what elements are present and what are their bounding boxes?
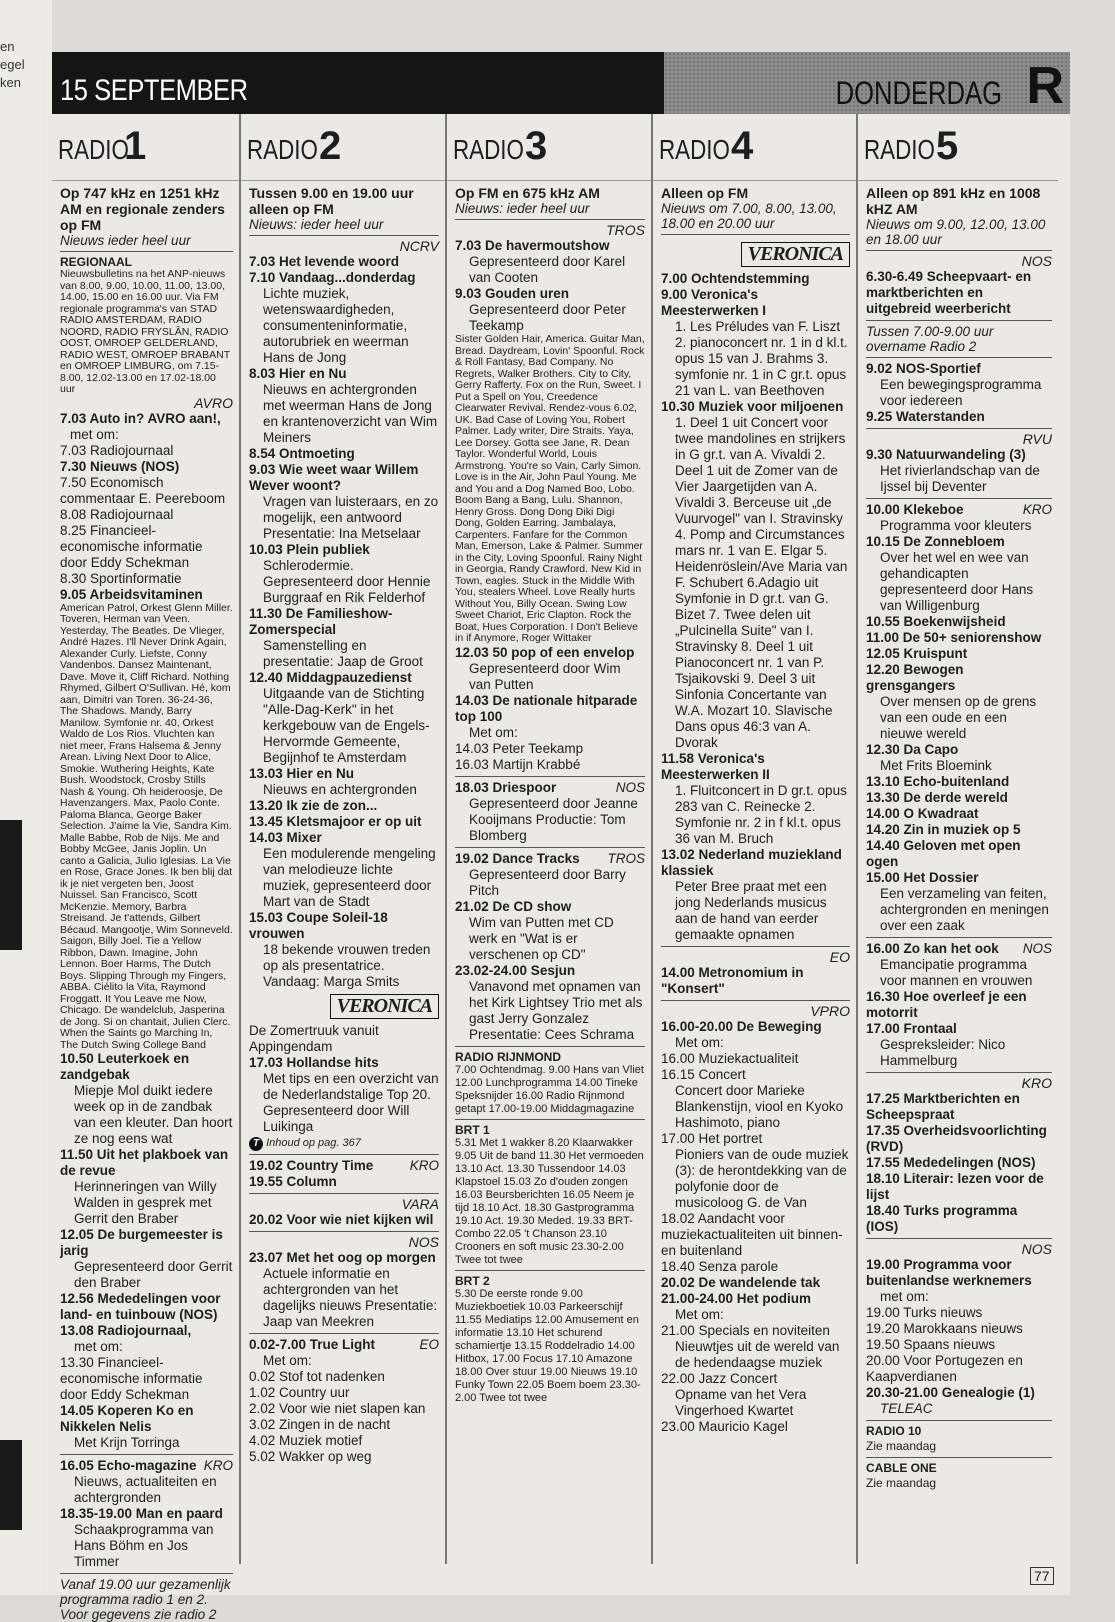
program-entry: 16.00-20.00 De Beweging Met om: [661, 1019, 822, 1050]
program-entry: 7.03 Radiojournaal [60, 442, 174, 458]
frequency-info: Alleen op 891 kHz en 1008 kHZ AM [866, 185, 1041, 217]
section-text: 5.30 De eerste ronde 9.00 Muziekboetiek 10.03 Parkeerschijf 11.55 Mediatips 12.00 Amusement en informatie 13.10 Het schurend schamiertje 13.15 Roddelradio 14.00 Hitbox, 17.00 Focus 17.10 Amazone 18.00 Over stuur 19.00 Nieuws 19.10 Funky Town 22.05 Boem boem 23.30-2.00 Twee tot twee [455, 1287, 641, 1404]
program-entry: 8.25 Financieel-economische informatie door Eddy Schekman [60, 522, 203, 570]
radio4-column [653, 114, 858, 1564]
program-entry: 19.00 Programma voor buitenlandse werknemers met om: [866, 1257, 1032, 1304]
radio-number: 4 [731, 124, 754, 168]
program-entry: 7.00 Ochtendstemming [661, 271, 810, 286]
program-entry: 16.30 Hoe overleef je een motorrit [866, 989, 1027, 1020]
program-entry: 19.50 Spaans nieuws [866, 1337, 996, 1352]
radio-label: RADIO [659, 134, 730, 165]
program-entry: 13.02 Nederland muziekland klassiek Peter Bree praat met een jong Nederlands musicus aan de hand van eerder gemaakte opnamen [661, 847, 842, 942]
program-entry: 14.20 Zin in muziek op 5 [866, 822, 1021, 837]
program-entry: 0.02-7.00 True Light EO Met om: [249, 1337, 439, 1368]
program-entry: 12.20 Bewogen grensgangers Over mensen op de grens van een oude en een nieuwe wereld [866, 662, 1037, 741]
program-entry: 10.00 Klekeboe KRO Programma voor kleuters [866, 502, 1052, 533]
program-entry: 10.15 De Zonnebloem Over het wel en wee van gehandicapten gepresenteerd door Hans van Willigenburg [866, 534, 1034, 613]
edge-text: ken [0, 75, 21, 90]
program-entry: 13.08 Radiojournaal, met om: [60, 1323, 192, 1354]
program-entry: 9.03 Wie weet waar Willem Wever woont? Vragen van luisteraars, en zo mogelijk, een antwoord Presentatie: Ina Metselaar [249, 462, 439, 541]
program-entry: 11.50 Uit het plakboek van de revue Herinneringen van Willy Walden in gesprek met Gerrit den Braber [60, 1147, 229, 1226]
program-entry: 17.25 Marktberichten en Scheepspraat [866, 1091, 1020, 1122]
radio5-column [858, 114, 1058, 1564]
news-info: Nieuws om 7.00, 8.00, 13.00, 18.00 en 20.00 uur [661, 201, 837, 231]
section-text: 5.31 Met 1 wakker 8.20 Klaarwakker 9.05 Uit de band 11.30 Het vermoeden 13.10 Act. 13.30 Tussendoor 14.03 Klapstoel 15.03 Zo d'ouden zongen 16.03 Beursberichten 16.05 Neem je tijd 18.10 Act. 18.30 Gastprogramma 19.10 Act. 19.30 Meded. 19.33 BRT-Combo 22.05 't Chanson 23.10 Crooners en soft music 23.30-2.00 Twee tot twee [455, 1136, 644, 1266]
program-entry: 13.30 De derde wereld [866, 790, 1008, 805]
program-entry: 14.03 Mixer Een modulerende mengeling van melodieuze lichte muziek, gepresenteerd door Mart van de Stadt [249, 830, 436, 909]
section-head: RADIO 10 [866, 1424, 922, 1438]
radio1-title [52, 114, 239, 181]
program-entry: 21.00-24.00 Het podium Met om: [661, 1291, 812, 1322]
radio-label: RADIO [58, 134, 129, 165]
page-header [52, 52, 1070, 114]
radio3-title [447, 114, 651, 181]
program-entry: 9.25 Waterstanden [866, 409, 985, 424]
program-entry: 14.05 Koperen Ko en Nikkelen Nelis Met Krijn Torringa [60, 1403, 194, 1450]
program-entry: 16.03 Martijn Krabbé [455, 756, 581, 772]
section-head: CABLE ONE [866, 1461, 937, 1475]
program-entry: 15.00 Het Dossier Een verzameling van feiten, achtergronden en meningen over een zaak [866, 870, 1049, 933]
news-info: Nieuws om 9.00, 12.00, 13.00 en 18.00 uur [866, 217, 1046, 247]
page-number: 77 [1030, 1567, 1054, 1585]
program-entry: 22.00 Jazz Concert Opname van het Vera Vingerhoed Kwartet [661, 1371, 807, 1418]
broadcaster: VARA [401, 1196, 439, 1212]
edge-text: en [0, 39, 15, 54]
section-head: BRT 2 [455, 1273, 490, 1288]
program-entry: 9.30 Natuurwandeling (3) Het rivierlandschap van de Ijssel bij Deventer [866, 447, 1040, 494]
program-entry: 18.35-19.00 Man en paard Schaakprogramma van Hans Böhm en Jos Timmer [60, 1506, 223, 1569]
radio-number: 3 [525, 124, 548, 168]
program-entry: 12.56 Mededelingen voor land- en tuinbouw (NOS) [60, 1291, 221, 1322]
broadcaster: NOS [1021, 253, 1052, 269]
program-entry: 14.00 Metronomium in "Konsert" [661, 965, 804, 996]
radio-number: 1 [124, 124, 147, 168]
program-entry: 20.02 Voor wie niet kijken wil [249, 1212, 434, 1227]
program-entry: 3.02 Zingen in de nacht [249, 1417, 391, 1432]
program-entry: 8.54 Ontmoeting [249, 446, 355, 461]
program-entry: 9.05 Arbeidsvitaminen [60, 586, 203, 602]
header-date: 15 SEPTEMBER [60, 74, 248, 107]
program-entry: 7.30 Nieuws (NOS) [60, 458, 180, 474]
section-text: Zie maandag [866, 1439, 937, 1453]
program-entry: 0.02 Stof tot nadenken [249, 1369, 385, 1384]
program-entry: 13.45 Kletsmajoor er op uit [249, 814, 422, 829]
program-entry: 7.10 Vandaag...donderdag Lichte muziek, wetenswaardigheden, consumenteninformatie, autorubriek en weerman Hans de Jong [249, 270, 416, 365]
radio-number: 5 [936, 124, 959, 168]
radio2-column [241, 114, 447, 1564]
program-entry: 9.02 NOS-Sportief Een bewegingsprogramma voor iedereen [866, 361, 1042, 408]
broadcaster: NOS [1021, 1241, 1052, 1257]
program-entry: De Zomertruuk vanuit Appingendam [249, 1023, 379, 1054]
program-entry: 19.02 Country Time KRO [249, 1158, 439, 1173]
program-entry: 16.05 Echo-magazine KRO Nieuws, actualiteiten en achtergronden [60, 1458, 233, 1505]
frequency-info: Op FM en 675 kHz AM [455, 185, 600, 201]
frequency-info: Op 747 kHz en 1251 kHz AM en regionale zenders op FM [60, 185, 225, 233]
program-entry: 14.03 Peter Teekamp [455, 740, 584, 756]
program-entry: 14.40 Geloven met open ogen [866, 838, 1021, 869]
program-entry: 17.35 Overheidsvoorlichting (RVD) [866, 1123, 1047, 1154]
broadcaster: KRO [1021, 1075, 1052, 1091]
program-entry: 13.03 Hier en Nu Nieuws en achtergronden [249, 766, 417, 797]
regional-head: REGIONAAL [60, 255, 132, 269]
news-info: Nieuws ieder heel uur [60, 233, 191, 248]
program-entry: 11.58 Veronica's Meesterwerken II 1. Fluitconcert in D gr.t. opus 283 van C. Reinecke 2. Symfonie nr. 2 in f kl.t. opus 36 van M. Bruch [661, 751, 847, 846]
news-info: Nieuws: ieder heel uur [455, 201, 590, 216]
program-entry: 19.20 Marokkaans nieuws [866, 1321, 1023, 1336]
song-list: Sister Golden Hair, America. Guitar Man, Bread. Daydream, Lovin' Spoonful. Rock & Roll Fantasy, Bad Company. No Regrets, Walker Brothers. City to City, Gerry Rafferty. Fox on the Run, Sweet. I Put a Spell on You, Creedence Clearwater Revival. Rendez-vous 6.02, UK. Bad Case of Loving You, Robert Palmer. Lady writer, Dire Straits. Yaya, Lee Dorsey. Gotta see Jane, R. Dean Taylor. Wonderful World, Louis Armstrong. You're so Vain, Carly Simon. Love is in the Air, John Paul Young. Me and You and a Dog Named Boo, Lobo. Boom Bang a Bang, Lulu. Shannon, Henry Gross. Dong Dong Diki Digi Dong, Golden Earring. Jambalaya, Carpenters. Fanfare for the Common Man, Emerson, Lake & Palmer. Summer in the City, Loving Spoonful. Rainy Night in Georgia, Randy Crawford. New Kid in Town, eagles. Stuck in the Middle With You, stealers Wheel. Love Really hurts Without You, Billy Ocean. Swing Low Sweet Chariot, Eric Clapton. Rock the Boat, Hues Corporation. I Don't Believe in if Anymore, Roger Wittaker [455, 333, 645, 644]
page-reference: T Inhoud op pag. 367 [249, 1135, 439, 1151]
section-head: RADIO RIJNMOND [455, 1049, 562, 1064]
broadcaster: AVRO [194, 394, 233, 411]
program-entry: 16.00 Muziekactualiteit [661, 1051, 799, 1066]
program-entry: 20.00 Voor Portugezen en Kaapverdianen [866, 1353, 1023, 1384]
program-entry: 8.03 Hier en Nu Nieuws en achtergronden met weerman Hans de Jong en krantenoverzicht van Wim Meiners [249, 366, 438, 445]
program-entry: 4.02 Muziek motief [249, 1433, 363, 1448]
program-entry: 16.00 Zo kan het ook NOS Emancipatie programma voor mannen en vrouwen [866, 941, 1052, 988]
program-entry: 15.03 Coupe Soleil-18 vrouwen 18 bekende vrouwen treden op als presentatrice. Vandaag: Marga Smits [249, 910, 431, 989]
program-entry: 7.03 Auto in? AVRO aan!, met om: [60, 410, 221, 442]
broadcaster: EO [829, 949, 850, 965]
section-head: BRT 1 [455, 1122, 490, 1137]
program-entry: 21.02 De CD show Wim van Putten met CD werk en "Wat is er verschenen op CD" [455, 898, 614, 962]
program-entry: 12.40 Middagpauzedienst Uitgaande van de Stichting "Alle-Dag-Kerk" in het kerkgebouw van de Engels-Hervormde Gemeente, Begijnhof te Amsterdam [249, 670, 430, 765]
broadcaster: VPRO [810, 1003, 850, 1019]
program-entry: 19.02 Dance Tracks TROS Gepresenteerd door Barry Pitch [455, 850, 645, 898]
section-text: 7.00 Ochtendmag. 9.00 Hans van Vliet 12.00 Lunchprogramma 14.00 Tineke Speksnijder 16.00 Radio Rijnmond getapt 17.00-19.00 Middagmagazine [455, 1063, 644, 1115]
footer-note: Vanaf 19.00 uur gezamenlijk programma radio 1 en 2. Voor gegevens zie radio 2 [60, 1577, 231, 1622]
veronica-logo: VERONICA [330, 994, 439, 1019]
t-icon: T [249, 1137, 263, 1151]
program-entry: 18.40 Turks programma (IOS) [866, 1203, 1018, 1234]
program-entry: 12.30 Da Capo Met Frits Bloemink [866, 742, 992, 773]
r-logo: R [1026, 57, 1064, 115]
radio5-title [858, 114, 1058, 181]
radio-label: RADIO [247, 134, 318, 165]
program-entry: 10.03 Plein publiek Schlerodermie. Gepresenteerd door Hennie Burggraaf en Rik Felderhof [249, 542, 431, 605]
program-entry: 18.02 Aandacht voor muziekactualiteiten uit binnen- en buitenland [661, 1211, 843, 1258]
program-entry: 19.55 Column [249, 1174, 337, 1189]
header-right-band [664, 52, 1070, 114]
header-day: DONDERDAG [835, 75, 1002, 111]
program-entry: 9.00 Veronica's Meesterwerken I 1. Les Préludes van F. Liszt 2. pianoconcert nr. 1 in d kl.t. opus 15 van J. Brahms 3. symfonie nr. 1 in C gr.t. opus 21 van L. van Beethoven [661, 287, 848, 398]
broadcaster: TROS [606, 222, 645, 238]
program-entry: 18.03 Driespoor NOS Gepresenteerd door Jeanne Kooijmans Productie: Tom Blomberg [455, 779, 645, 843]
radio-label: RADIO [864, 134, 935, 165]
program-entry: 1.02 Country uur [249, 1385, 350, 1400]
frequency-info: Alleen op FM [661, 185, 749, 201]
radio-number: 2 [319, 124, 342, 168]
radio2-title [241, 114, 445, 181]
frequency-info: Tussen 9.00 en 19.00 uur alleen op FM [249, 185, 414, 217]
news-info: Nieuws: ieder heel uur [249, 217, 384, 232]
program-entry: 8.30 Sportinformatie [60, 570, 182, 586]
edge-graphic [0, 1440, 22, 1530]
program-entry: 16.15 Concert Concert door Marieke Blankenstijn, viool en Kyoko Hashimoto, piano [661, 1067, 844, 1130]
program-entry: 23.02-24.00 Sesjun Vanavond met opnamen van het Kirk Lightsey Trio met als gast Jerry Gonzalez Presentatie: Cees Schrama [455, 962, 643, 1042]
program-entry: 17.55 Mededelingen (NOS) [866, 1155, 1036, 1170]
radio-label: RADIO [453, 134, 524, 165]
program-entry: 11.30 De Familieshow-Zomerspecial Samenstelling en presentatie: Jaap de Groot [249, 606, 423, 669]
program-entry: 6.30-6.49 Scheepvaart- en marktberichten en uitgebreid weerbericht [866, 269, 1032, 316]
program-entry: 10.55 Boekenwijsheid [866, 614, 1006, 629]
broadcaster: NCRV [399, 238, 439, 254]
program-entry: 20.30-21.00 Genealogie (1) TELEAC [866, 1385, 1035, 1416]
program-entry: 23.00 Mauricio Kagel [661, 1419, 788, 1434]
program-entry: 10.50 Leuterkoek en zandgebak Miepje Mol duikt iedere week op in de zandbak van een kleuter. Dan hoort ze nog eens wat [60, 1051, 233, 1146]
edge-graphic [0, 820, 22, 950]
broadcaster: RVU [1022, 431, 1052, 447]
program-entry: 12.05 De burgemeester is jarig Gepresenteerd door Gerrit den Braber [60, 1227, 233, 1290]
program-entry: 21.00 Specials en noviteiten Nieuwtjes uit de wereld van de hedendaagse muziek [661, 1323, 840, 1370]
program-entry: 13.10 Echo-buitenland [866, 774, 1010, 789]
program-entry: 9.03 Gouden uren Gepresenteerd door Peter Teekamp [455, 286, 626, 333]
edge-text: egel [0, 57, 25, 72]
program-entry: 17.00 Het portret Pioniers van de oude muziek (3): de herontdekking van de polyfonie door de musicoloog G. de Van [661, 1131, 849, 1210]
program-entry: 20.02 De wandelende tak [661, 1275, 821, 1290]
program-entry: 17.00 Frontaal Gespreksleider: Nico Hammelburg [866, 1021, 1006, 1068]
program-entry: 13.20 Ik zie de zon... [249, 798, 378, 813]
program-entry: 23.07 Met het oog op morgen Actuele informatie en achtergronden van het dagelijks nieuws Presentatie: Jaap van Meekren [249, 1250, 438, 1329]
program-entry: 12.05 Kruispunt [866, 646, 968, 661]
program-entry: 8.08 Radiojournaal [60, 506, 174, 522]
song-list: American Patrol, Orkest Glenn Miller. Toveren, Herman van Veen. Yesterday, The Beatles. De Vlieger, André Hazes. I'll Never Drink Again, Alexander Curly. Liefste, Conny Vandenbos. Dansez Maintenant, Dave. Move it, Cliff Richard. Nothing Rhymed, Gilbert O'Sullivan. Hé, kom aan, Dimitri van Toren. 36-24-36, The Shadows. Mandy, Barry Manilow. Symfonie nr. 40, Orkest Waldo de Los Rios. Vluchten kan niet meer, Frans Halsema & Jenny Arean. Living Next Door to Alice, Smokie. Wuthering Heights, Kate Bush. Woodstock, Crosby Stills Nash & Young. Oh heideroosje, De Havenzangers. Max, Paolo Conte. Paloma Blanca, George Baker Selection. J'aime la Vie, Sandra Kim. Malle Babbe, Rob de Nijs. Me and Bobby McGee, Janis Joplin. Un canto a Galicia, Julio Iglesias. La Vie en Rose, Grace Jones. Ik ben blij dat ik je niet vergeten ben, Joost Nuissel. San Francisco, Scott McKenzie. Memory, Barbra Streisand. Je t'attends, Gilbert Bécaud. Mangootje, Wim Sonneveld. Saigon, Billy Joel. Tie a Yellow Ribbon, Dawn. Imagine, John Lennon. Boer Harms, The Dutch Boys. Slipping Through my Fingers, ABBA. Ciélito la Vita, Raymond Froggatt. It You Leave me Now, Chicago. De wandelclub, Jasperina de Jong. Si on chantait, Julien Clerc. When the Saints go Marching In, The Dutch Swing College Band [60, 601, 233, 1051]
program-entry: 2.02 Voor wie niet slapen kan [249, 1401, 426, 1416]
radio3-column [447, 114, 653, 1564]
program-entry: 5.02 Wakker op weg [249, 1449, 372, 1464]
veronica-logo: VERONICA [741, 242, 850, 267]
broadcaster: NOS [408, 1234, 439, 1250]
program-entry: 11.00 De 50+ seniorenshow [866, 630, 1042, 645]
program-entry: 17.03 Hollandse hits Met tips en een overzicht van de Nederlandstalige Top 20. Gepresenteerd door Will Luikinga [249, 1055, 439, 1134]
program-entry: 12.03 50 pop of een envelop Gepresenteerd door Wim van Putten [455, 644, 635, 692]
section-text: Zie maandag [866, 1476, 937, 1490]
header-left-band [52, 52, 664, 114]
program-entry: 7.03 Het levende woord [249, 254, 400, 269]
radio4-title [653, 114, 856, 181]
program-entry: 18.10 Literair: lezen voor de lijst [866, 1171, 1044, 1202]
program-entry: 18.40 Senza parole [661, 1259, 779, 1274]
program-entry: 7.03 De havermoutshow Gepresenteerd door Karel van Cooten [455, 238, 626, 285]
radio1-column [52, 114, 241, 1622]
program-entry: 13.30 Financieel-economische informatie door Eddy Schekman [60, 1355, 203, 1402]
regional-text: Nieuwsbulletins na het ANP-nieuws van 8.00, 9.00, 10.00, 11.00, 13.00, 14.00, 15.00 en 16.00 uur. Via FM regionale programma's van STAD RADIO AMSTERDAM, RADIO NOORD, RADIO FRYSLÂN, RADIO OOST, OMROEP GELDERLAND, RADIO WEST, OMROEP BRABANT en OMROEP LIMBURG, om 7.15-8.00, 12.02-13.00 en 17.02-18.00 uur [60, 268, 230, 395]
program-entry: 10.30 Muziek voor miljoenen 1. Deel 1 uit Concert voor twee mandolines en strijkers in G gr.t. van A. Vivaldi 2. Deel 1 uit de Zomer van de Vier Jaargetijden van A. Vivaldi 3. Berceuse uit „de Vuurvogel" van I. Stravinsky 4. Pomp and Circumstances mars nr. 1 van E. Elgar 5. Heidenröslein/Ave Maria van F. Schubert 6.Adagio uit Symfonie in D gr.t. van G. Bizet 7. Twee delen uit „Pulcinella Suite" van I. Stravinsky 8. Deel 1 uit Pianoconcert nr. 1 van P. Tsjaikovski 9. Deel 3 uit Sinfonia Concertante van W.A. Mozart 10. Slavische Dans opus 46:3 van A. Dvorak [661, 399, 848, 750]
program-entry: 14.03 De nationale hitparade top 100 Met om: [455, 692, 638, 740]
program-entry: 7.50 Economisch commentaar E. Peereboom [60, 474, 226, 506]
program-entry: 14.00 O Kwadraat [866, 806, 979, 821]
program-note: Tussen 7.00-9.00 uur overname Radio 2 [866, 324, 994, 354]
program-entry: 19.00 Turks nieuws [866, 1305, 983, 1320]
